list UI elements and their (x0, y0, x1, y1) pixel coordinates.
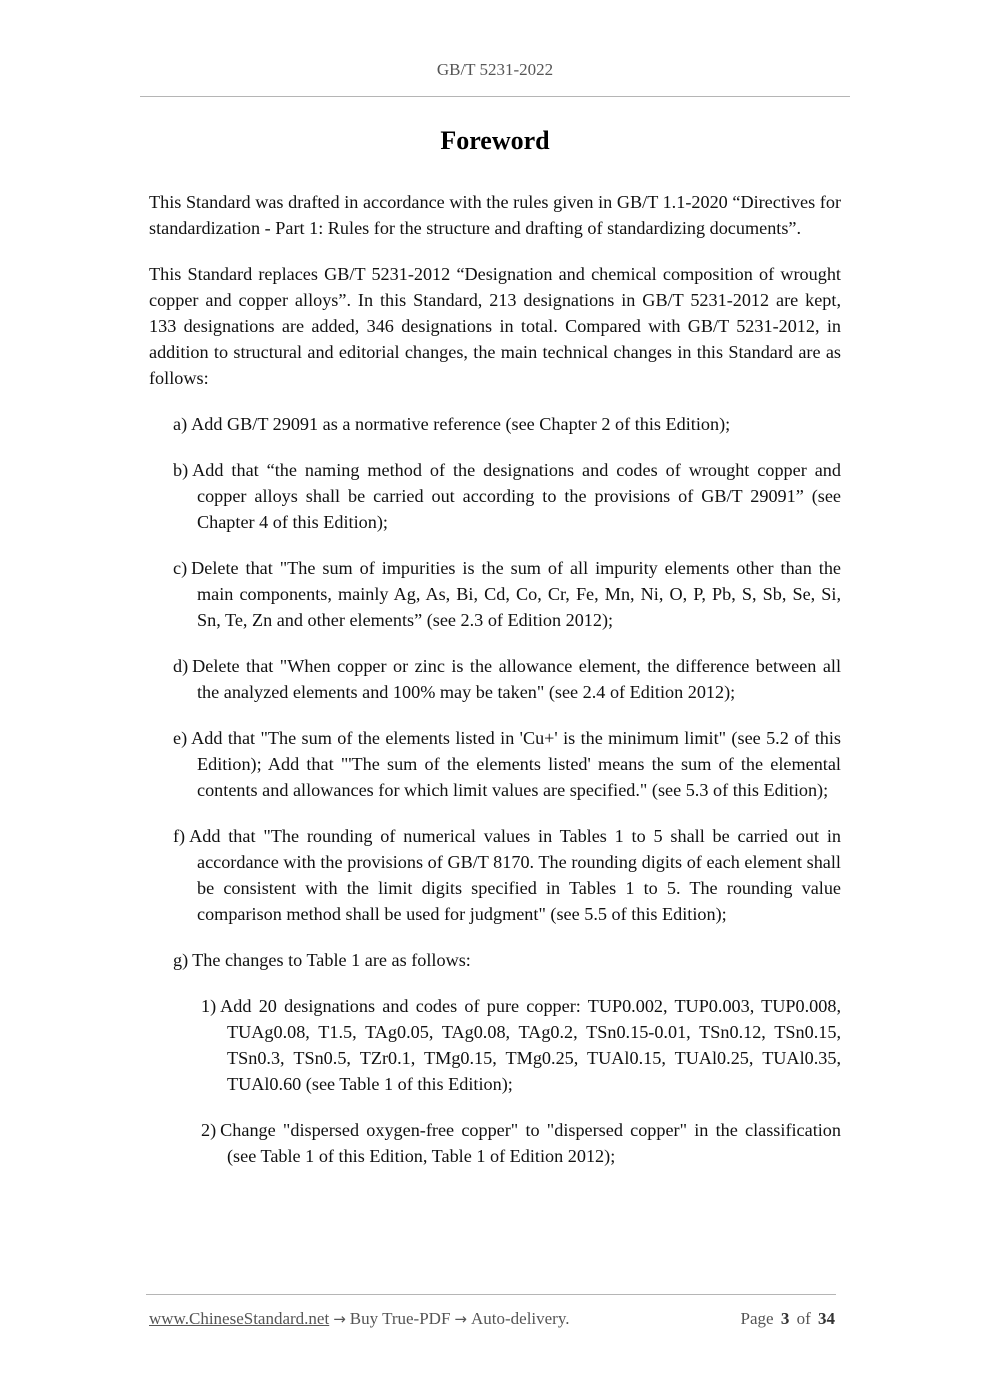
footer-step-buy: Buy True-PDF (349, 1309, 451, 1328)
page-word: Page (740, 1309, 774, 1328)
total-pages: 34 (818, 1309, 835, 1328)
page-title: Foreword (440, 126, 550, 155)
page-header: GB/T 5231-2022 (436, 60, 554, 79)
list-item-text: Add GB/T 29091 as a normative reference (see Chapter 2 of this Edition); (191, 414, 731, 434)
list-item-label: c) (173, 558, 188, 578)
list-item-g (173, 947, 841, 973)
of-word: of (796, 1309, 811, 1328)
header-divider (140, 96, 850, 97)
sub-list-item-2 (201, 1117, 841, 1169)
footer-divider (146, 1294, 836, 1295)
list-item-d (173, 653, 841, 705)
page-number (738, 1309, 835, 1329)
list-item-text: Add that "The sum of the elements listed in 'Cu+' is the minimum limit" (see 5.2 of this Edition); Add that "'The sum of the elements listed' means the sum of the elemental contents and allowances for which limit values are specified." (see 5.3 of this Edition); (191, 728, 841, 800)
footer-step-delivery: Auto-delivery. (470, 1309, 570, 1328)
sub-list-item-label: 2) (201, 1120, 217, 1140)
list-item-c (173, 555, 841, 633)
sub-list-item-1 (201, 993, 841, 1097)
list-item-label: d) (173, 656, 189, 676)
list-item-text: Delete that "When copper or zinc is the allowance element, the difference between all the analyzed elements and 100% may be taken" (see 2.4 of Edition 2012); (192, 656, 841, 702)
list-item-label: g) (173, 950, 189, 970)
site-link[interactable]: www.ChineseStandard.net (149, 1309, 330, 1328)
list-item-label: f) (173, 826, 186, 846)
sub-list-item-label: 1) (201, 996, 217, 1016)
list-item-text: Add that “the naming method of the designations and codes of wrought copper and copper alloys shall be carried out according to the provisions of GB/T 29091” (see Chapter 4 of this Edition); (192, 460, 841, 532)
list-item-label: b) (173, 460, 189, 480)
replacement-paragraph: This Standard replaces GB/T 5231-2012 “Designation and chemical composition of wrought copper and copper alloys”. In this Standard, 213 designations in GB/T 5231-2012 are kept, 133 designations are added, 346 designations in total. Compared with GB/T 5231-2012, in addition to structural and editorial changes, the main technical changes in this Standard are as follows: (149, 264, 841, 388)
footer-promo (149, 1309, 570, 1329)
arrow-right-icon: → (454, 1310, 467, 1328)
sub-list-item-text: Change "dispersed oxygen-free copper" to "dispersed copper" in the classification (see Table 1 of this Edition, Table 1 of Edition 2012); (220, 1120, 841, 1166)
list-item-a (173, 411, 841, 437)
page-footer (149, 1309, 835, 1329)
document-body (149, 189, 841, 1189)
list-item-f (173, 823, 841, 927)
arrow-right-icon: → (333, 1310, 346, 1328)
list-item-text: Delete that "The sum of impurities is the sum of all impurity elements other than the main components, mainly Ag, As, Bi, Cd, Co, Cr, Fe, Mn, Ni, O, P, Pb, S, Sb, Se, Si, Sn, Te, Zn and other elements” (see 2.3 of Edition 2012); (191, 558, 841, 630)
list-item-label: a) (173, 414, 188, 434)
list-item-label: e) (173, 728, 188, 748)
list-item-text: The changes to Table 1 are as follows: (192, 950, 471, 970)
list-item-e (173, 725, 841, 803)
intro-paragraph: This Standard was drafted in accordance with the rules given in GB/T 1.1-2020 “Directives for standardization - Part 1: Rules for the structure and drafting of standardizing documents”. (149, 192, 841, 238)
list-item-text: Add that "The rounding of numerical values in Tables 1 to 5 shall be carried out in accordance with the provisions of GB/T 8170. The rounding digits of each element shall be consistent with the limit digits specified in Tables 1 to 5. The rounding value comparison method shall be used for judgment" (see 5.5 of this Edition); (189, 826, 841, 924)
sub-list-item-text: Add 20 designations and codes of pure copper: TUP0.002, TUP0.003, TUP0.008, TUAg0.08, T1.5, TAg0.05, TAg0.08, TAg0.2, TSn0.15-0.01, TSn0.12, TSn0.15, TSn0.3, TSn0.5, TZr0.1, TMg0.15, TMg0.25, TUAl0.15, TUAl0.25, TUAl0.35, TUAl0.60 (see Table 1 of this Edition); (220, 996, 841, 1094)
current-page: 3 (780, 1309, 790, 1328)
list-item-b (173, 457, 841, 535)
